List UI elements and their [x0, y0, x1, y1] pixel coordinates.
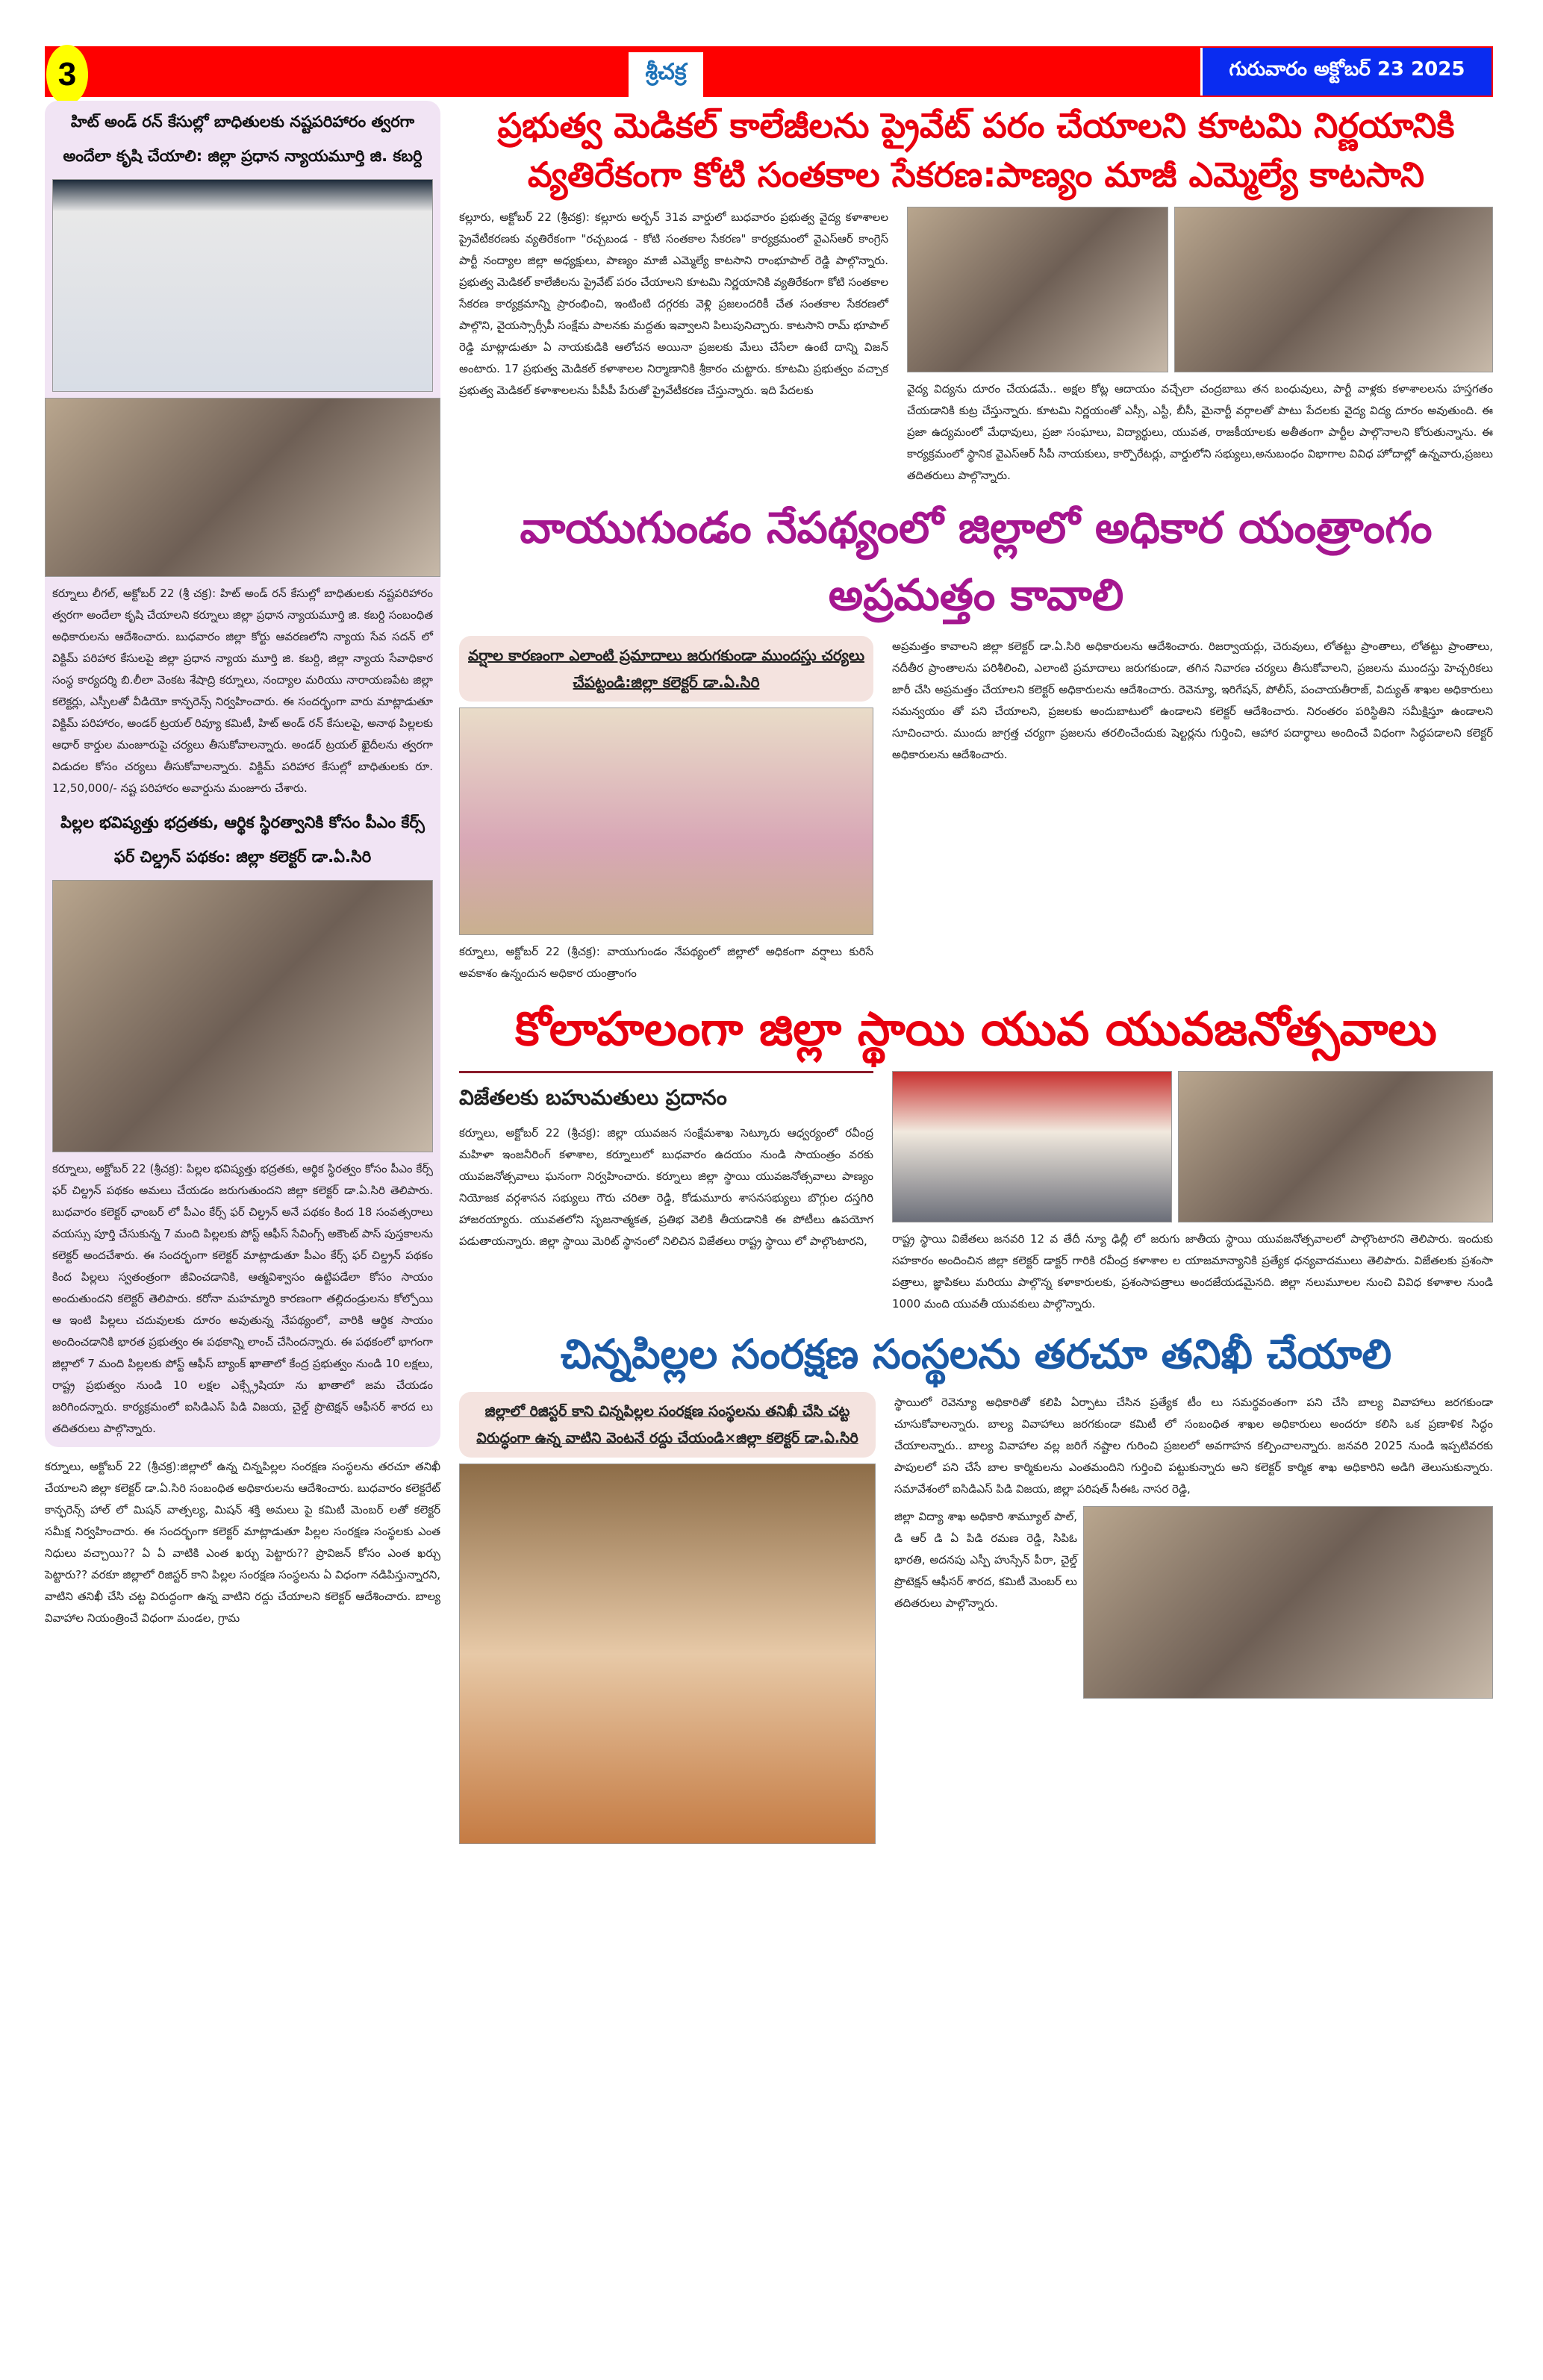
story3-subhead: విజేతలకు బహుమతులు ప్రదానం — [459, 1085, 727, 1110]
collector-portrait-photo — [459, 708, 873, 935]
lead-headline: ప్రభుత్వ మెడికల్ కాలేజీలను ప్రైవేట్ పరం చేయాలని కూటమి నిర్ణయానికి వ్యతిరేకంగా కోటి సంతకాల సేకరణ:పాణ్యం మాజీ ఎమ్మెల్యే కాటసాని — [497, 105, 1455, 195]
lead-body-left: కల్లూరు, అక్టోబర్ 22 (శ్రీచక్ర): కల్లూరు అర్బన్ 31వ వార్డులో బుధవారం ప్రభుత్వ వైద్య కళాశాలల ప్రైవేటీకరణకు వ్యతిరేకంగా "రచ్చబండ - కోటి సంతకాల సేకరణ" కార్యక్రమంలో వైఎస్ఆర్ కాంగ్రెస్ పార్టీ నంద్యాల జిల్లా అధ్యక్షులు, పాణ్యం మాజీ ఎమ్మెల్యే కాటసాని రాంభూపాల్ రెడ్డి పాల్గొన్నారు. ప్రభుత్వ మెడికల్ కాలేజీలను ప్రైవేట్ పరం చేయాలని కూటమి నిర్ణయానికి వ్యతిరేకంగా కోటి సంతకాల సేకరణ కార్యక్రమాన్ని ప్రారంభించి, ఇంటింటి దగ్గరకు వెళ్లి ప్రజలందరికీ చేత సంతకాల సేకరణలో పాల్గొని, వైయస్సార్సీపీ సంక్షేమ పాలనకు మద్దతు ఇవ్వాలని పిలుపునిచ్చారు. కాటసాని రామ్ భూపాల్ రెడ్డి మాట్లాడుతూ ఏ నాయకుడికి ఆలోచన అయినా ప్రజలకు మేలు చేసేలా ఉంటే దాన్ని విజన్ అంటారు. 17 ప్రభుత్వ మెడికల్ కళాశాలల నిర్మాణానికి శ్రీకారం చుట్టారు. కూటమి ప్రభుత్వం వచ్చాక ప్రభుత్వ మెడికల్ కళాశాలలను పీపీపీ పేరుతో ప్రైవేటీకరణ చేస్తున్నారు. ఇది పేదలకు — [459, 210, 888, 397]
meeting-photo — [45, 398, 440, 577]
story2-subhead-text: వర్షాల కారణంగా ఎలాంటి ప్రమాదాలు జరుగకుండా ముందస్తు చర్యలు చేపట్టండి:జిల్లా కలెక్టర్ డా.ఏ.సిరి — [468, 646, 864, 691]
sidebar — [45, 101, 440, 1447]
main-column — [459, 101, 1493, 1844]
newspaper-logo: శ్రీచక్ర — [629, 52, 703, 97]
story3-body-left: కర్నూలు, అక్టోబర్ 22 (శ్రీచక్ర): జిల్లా యువజన సంక్షేమశాఖ సెట్కూరు ఆధ్వర్యంలో రవీంద్ర మహిళా ఇంజనీరింగ్ కళాశాల, కర్నూలులో బుధవారం ఉదయం నుండి సాయంత్రం వరకు యువజనోత్సవాలు ఘనంగా నిర్వహించారు. కర్నూలు జిల్లా స్థాయి యువజనోత్సవాలు పాణ్యం నియోజక వర్గశాసన సభ్యులు గౌరు చరితా రెడ్డి, కోడుమూరు శాసనసభ్యులు బొగ్గుల దస్తగిరి హాజరయ్యారు. యువతలోని సృజనాత్మకత, ప్రతిభ వెలికి తీయడానికి ఈ పోటీలు ఉపయోగ పడుతాయన్నారు. జిల్లా స్థాయి మెరిట్ స్థానంలో నిలిచిన విజేతలు రాష్ట్ర స్థాయి లో పాల్గొంటారని, — [459, 1126, 873, 1248]
story4-body-small: జిల్లా విద్యా శాఖ అధికారి శామ్యూల్ పాల్, డి ఆర్ డి ఏ పిడి రమణ రెడ్డి, సిపిఓ భారతి, అదనపు ఎస్పీ హుస్సేన్ పీరా, చైల్డ్ ప్రొటెక్షన్ ఆఫీసర్ శారద, కమిటీ మెంబర్ లు తదితరులు పాల్గొన్నారు. — [894, 1510, 1077, 1610]
review-meeting-photo — [1083, 1506, 1493, 1699]
left-column — [45, 101, 440, 1629]
story2-caption: కర్నూలు, అక్టోబర్ 22 (శ్రీచక్ర): వాయుగుండం నేపథ్యంలో జిల్లాలో అధికంగా వర్షాలు కురిసే అవకాశం ఉన్నందున అధికార యంత్రాంగం — [459, 945, 873, 980]
story4-subhead — [459, 1392, 876, 1458]
video-conference-photo — [52, 179, 433, 392]
sidebar-article-2-body: కర్నూలు, అక్టోబర్ 22 (శ్రీచక్ర): పిల్లల భవిష్యత్తు భద్రతకు, ఆర్థిక స్థిరత్వం కోసం పీఎం కేర్స్ ఫర్ చిల్డ్రన్ పథకం అమలు చేయడం జరుగుతుందని జిల్లా కలెక్టర్ డా.ఏ.సిరి తెలిపారు. బుధవారం కలెక్టర్ ఛాంబర్ లో పీఎం కేర్స్ ఫర్ చిల్డ్రన్ అనే పథకం కింద 18 సంవత్సరాలు వయస్సు పూర్తి చేసుకున్న 7 మంది పిల్లలకు పోస్ట్ ఆఫీస్ సేవింగ్స్ అకౌంట్ పాస్ పుస్తకాలను కలెక్టర్ అందచేశారు. ఈ సందర్భంగా కలెక్టర్ మాట్లాడుతూ పీఎం కేర్స్ ఫర్ చిల్డ్రన్ పథకం కింద పిల్లలు స్వతంత్రంగా జీవించడానికి, ఆత్మవిశ్వాసం ఉట్టిపడేలా కోసం సాయం అందుతుందని కలెక్టర్ తెలిపారు. కరోనా మహమ్మారి కారణంగా తల్లిదండ్రులను కోల్పోయి ఆ ఇంటి పిల్లలు చదువులకు దూరం అవుతున్న నేపథ్యంలో, వారికి ఆర్థిక సాయం అందించడానికి భారత ప్రభుత్వం ఈ పథకాన్ని లాంచ్ చేసిందన్నారు. ఈ పథకంలో భాగంగా జిల్లాలో 7 మంది పిల్లలకు పోస్ట్ ఆఫీస్ బ్యాంక్ ఖాతాలో కేంద్ర ప్రభుత్వం నుండి 10 లక్షలు, రాష్ట్ర ప్రభుత్వం నుండి 10 లక్షల ఎక్స్గ్రేషియా ను ఖాతాలో జమ చేయడం జరిగిందన్నారు. కార్యక్రమంలో ఐసిడిఎస్ పిడి విజయ, చైల్డ్ ప్రొటెక్షన్ ఆఫీసర్ శారద లు తదితరులు పాల్గొన్నారు. — [52, 1162, 433, 1435]
story4-body: స్థాయిలో రెవెన్యూ అధికారితో కలిపి ఏర్పాటు చేసిన ప్రత్యేక టీం లు సమర్థవంతంగా పని చేసి బాల్య వివాహాలు జరగకుండా చూసుకోవాలన్నారు. బాల్య వివాహాలు జరగకుండా కమిటీ లో సంబంధిత శాఖల అధికారులు అందరూ కలిసి ఒక ప్రణాళిక సిద్ధం చేయాలన్నారు.. బాల్య వివాహాల వల్ల జరిగే నష్టాల గురించి ప్రజలలో అవగాహన కల్పించాలన్నారు. జనవరి 2025 నుండి ఇప్పటివరకు పాపులలో పని చేసే బాల కార్మికులను ఎంతమందిని గుర్తించి పట్టుకున్నారు అని కలెక్టర్ కార్మిక శాఖ అధికారిని అడిగి తెలుసుకున్నారు. సమావేశంలో ఐసిడిఎస్ పిడి విజయ, జిల్లా పరిషత్ సీఈఓ నాసర రెడ్డి, — [894, 1396, 1493, 1496]
page-number: 3 — [46, 45, 88, 104]
sidebar-article-1-body: కర్నూలు లీగల్, అక్టోబర్ 22 (శ్రీ చక్ర): హిట్ అండ్ రన్ కేసుల్లో బాధితులకు నష్టపరిహారం త్వరగా అందేలా కృషి చేయాలని కర్నూలు జిల్లా ప్రధాన న్యాయమూర్తి జి. కబర్ది సంబంధిత అధికారులను ఆదేశించారు. బుధవారం జిల్లా కోర్టు ఆవరణలోని న్యాయ సేవ సదన్ లో విక్టిమ్ పరిహార కేసులపై జిల్లా ప్రధాన న్యాయ మూర్తి జి. కబర్ది, జిల్లా న్యాయ సేవాధికార సంస్థ కార్యదర్శి బి.లీలా వెంకట శేషాద్రి కర్నూలు, నంద్యాల మరియు నారాయణపేట జిల్లా కలెక్టర్లు, ఎస్పీలతో వీడియో కాన్ఫరెన్స్ నిర్వహించారు. ఈ సందర్భంగా వారు మాట్లాడుతూ విక్టిమ్ పరిహారం, అండర్ ట్రయల్ రివ్యూ కమిటీ, హిట్ అండ్ రన్ కేసులపై, అనాథ పిల్లలకు ఆధార్ కార్డుల మంజూరుపై చర్యలు తీసుకోవాలన్నారు. అండర్ ట్రయల్ ఖైదీలను త్వరగా విడుదల కోసం చర్యలు తీసుకోవాలన్నారు. విక్టిమ్ పరిహార కేసుల్లో బాధితులకు రూ. 12,50,000/- నష్ట పరిహారం అవార్డును మంజూరు చేశారు. — [52, 587, 433, 795]
collector-award-photo — [52, 880, 433, 1152]
story4 — [459, 1322, 1493, 1844]
divider — [459, 1071, 873, 1073]
rally-speech-photo — [907, 207, 1168, 372]
story2 — [459, 494, 1493, 984]
story4-headline: చిన్నపిల్లల సంరక్షణ సంస్థలను తరచూ తనిఖీ చేయాలి — [560, 1331, 1392, 1378]
story2-subhead — [459, 636, 873, 702]
sidebar-headline-1: హిట్ అండ్ రన్ కేసుల్లో బాధితులకు నష్టపరిహారం త్వరగా అందేలా కృషి చేయాలి: జిల్లా ప్రధాన న్యాయమూర్తి జి. కబర్ది — [63, 113, 423, 165]
story2-headline: వాయుగుండం నేపథ్యంలో జిల్లాలో అధికార యంత్రాంగం అప్రమత్తం కావాలి — [520, 502, 1433, 620]
story4-subhead-text: జిల్లాలో రిజిస్టర్ కాని చిన్నపిల్లల సంరక్షణ సంస్థలను తనిఖీ చేసి చట్ట విరుద్ధంగా ఉన్న వాటిని వెంటనే రద్దు చేయండి×జిల్లా కలెక్టర్ డా.ఏ.సిరి — [476, 1403, 858, 1446]
audience-photo — [1178, 1071, 1493, 1222]
youth-festival-stage-photo — [892, 1071, 1172, 1222]
issue-date: గురువారం అక్టోబర్ 23 2025 — [1200, 48, 1491, 96]
lead-body-right: వైద్య విద్యను దూరం చేయడమే.. అక్షల కోట్ల ఆదాయం వచ్చేలా చంద్రబాబు తన బంధువులు, పార్టీ వాళ్లకు కళాశాలలను హస్తగతం చేయడానికి కుట్ర చేస్తున్నారు. కూటమి నిర్ణయంతో ఎస్సీ, ఎస్టీ, బీసీ, మైనార్టీ వర్గాలతో పాటు పేదలకు వైద్య విద్య దూరం అవుతుంది. ఈ ప్రజా ఉద్యమంలో మేధావులు, ప్రజా సంఘాలు, విద్యార్థులు, యువత, రాజకీయాలకు అతీతంగా పార్టీల పాల్గొనాలని కోరుతున్నాను. ఈ కార్యక్రమంలో స్థానిక వైఎస్ఆర్ సీపీ నాయకులు, కార్పొరేటర్లు, వార్డులోని సభ్యులు,అనుబంధం విభాగాల వివిధ హోదాల్లో ఉన్నవారు,ప్రజలు తదితరులు పాల్గొన్నారు. — [907, 382, 1493, 482]
story3-headline: కోలాహలంగా జిల్లా స్థాయి యువ యువజనోత్సవాలు — [515, 1002, 1437, 1056]
bottom-left-article-body: కర్నూలు, అక్టోబర్ 22 (శ్రీచక్ర):జిల్లాలో ఉన్న చిన్నపిల్లల సంరక్షణ సంస్థలను తరచూ తనిఖీ చేయాలని జిల్లా కలెక్టర్ డా.ఏ.సిరి సంబంధిత అధికారులను ఆదేశించారు. బుధవారం కలెక్టరేట్ కాన్ఫరెన్స్ హాల్ లో మిషన్ వాత్సల్య, మిషన్ శక్తి అమలు పై కమిటీ మెంబర్ లతో కలెక్టర్ సమీక్ష నిర్వహించారు. ఈ సందర్భంగా కలెక్టర్ మాట్లాడుతూ పిల్లల సంరక్షణ సంస్థలకు ఎంత నిధులు వచ్చాయి?? ఏ ఏ వాటికి ఎంత ఖర్చు పెట్టారు?? ప్రొవిజన్ కోసం ఎంత ఖర్చు పెట్టారు?? వరకూ జిల్లాలో రిజిస్టర్ కాని పిల్లల సంరక్షణ సంస్థలను ఏ విధంగా నడిపిస్తున్నారని, వాటిని తనిఖీ చేసి చట్ట విరుద్ధంగా ఉన్న వాటిని రద్దు చేయాలని కలెక్టర్ ఆదేశించారు. బాల్య వివాహాల నియంత్రించే విధంగా మండల, గ్రామ — [45, 1460, 440, 1625]
lead-story — [459, 101, 1493, 487]
story3 — [459, 992, 1493, 1315]
story2-body: అప్రమత్తం కావాలని జిల్లా కలెక్టర్ డా.ఏ.సిరి అధికారులను ఆదేశించారు. రిజర్వాయర్లు, చెరువులు, లోతట్టు ప్రాంతాలు, లోతట్టు ప్రాంతాలు, నదీతీర ప్రాంతాలను పరిశీలించి, ఎలాంటి ప్రమాదాలు జరుగకుండా, తగిన నివారణ చర్యలు తీసుకోవాలని, ప్రజలను ముందస్తు హెచ్చరికలు జారీ చేసి అప్రమత్తం చేయాలని కలెక్టర్ అధికారులను ఆదేశించారు. రెవెన్యూ, ఇరిగేషన్, పోలీస్, పంచాయతీరాజ్, విద్యుత్ శాఖల అధికారులు సమన్వయం తో పని చేయాలని, ప్రజలకు అందుబాటులో ఉండాలని కలెక్టర్ ఆదేశించారు. నిరంతరం పరిస్థితిని సమీక్షిస్తూ ఉండాలని సూచించారు. ముందు జాగ్రత్త చర్యగా ప్రజలను తరలించేందుకు షెల్టర్లను గుర్తించి, ఆహార పదార్థాలు అందించే విధంగా సిద్ధపడాలని కలెక్టర్ అధికారులను ఆదేశించారు. — [892, 640, 1493, 761]
story3-body-right: రాష్ట్ర స్థాయి విజేతలు జనవరి 12 వ తేదీ న్యూ ఢిల్లీ లో జరుగు జాతీయ స్థాయి యువజనోత్సవాలలో పాల్గొంటారని తెలిపారు. ఇందుకు సహకారం అందించిన జిల్లా కలెక్టర్ డాక్టర్ గారికి రవీంద్ర కళాశాల ల యాజమాన్యానికి ప్రత్యేక ధన్యవాదములు తెలిపారు. విజేతలకు ప్రశంసా పత్రాలు, జ్ఞాపికలు మరియు పాల్గొన్న కళాకారులకు, ప్రశంసాపత్రాలు అందజేయడమైనది. జిల్లా నలుమూలల నుంచి వివిధ కళాశాల నుండి 1000 మంది యువతీ యువకులు పాల్గొన్నారు. — [892, 1232, 1493, 1311]
crowd-photo — [1174, 207, 1493, 372]
sidebar-headline-2: పిల్లల భవిష్యత్తు భద్రతకు, ఆర్థిక స్థిరత్వానికి కోసం పీఎం కేర్స్ ఫర్ చిల్డ్రన్ పథకం: జిల్లా కలెక్టర్ డా.ఏ.సిరి — [60, 813, 425, 866]
collector-desk-photo — [459, 1464, 876, 1844]
